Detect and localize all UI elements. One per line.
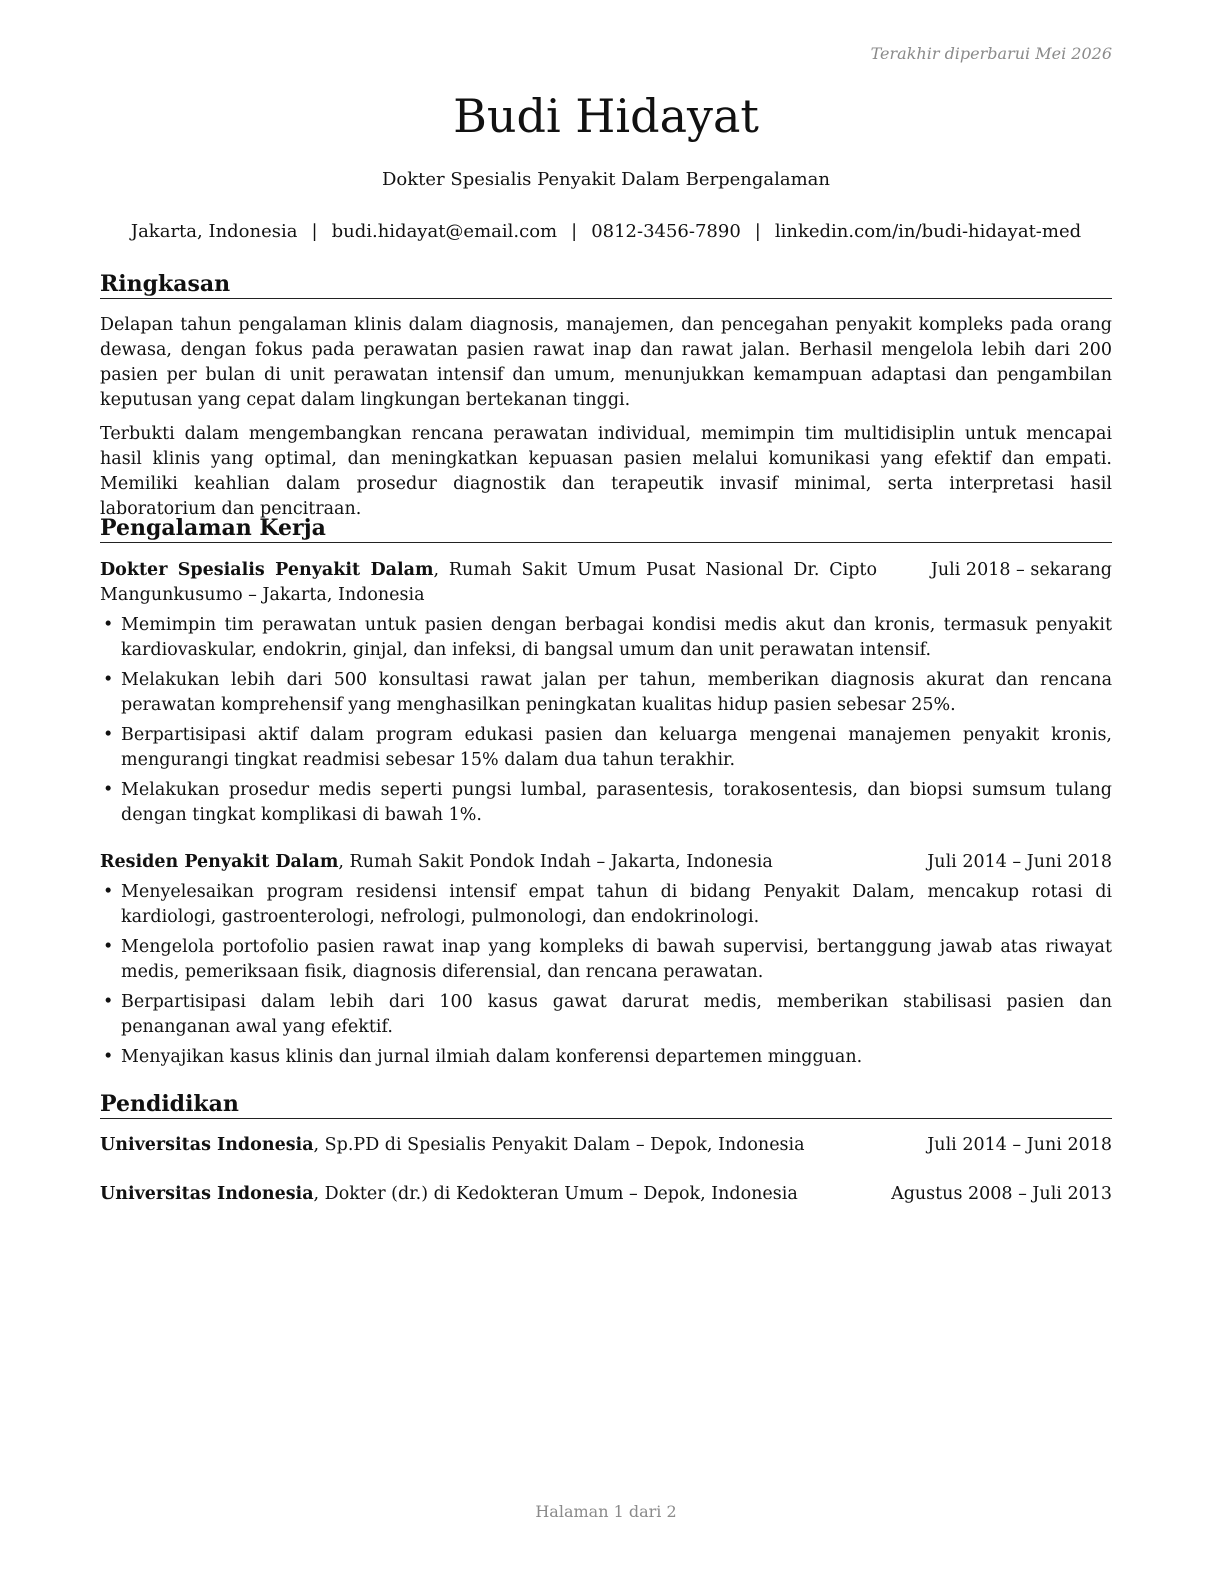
page-number: Halaman 1 dari 2 <box>535 1502 677 1521</box>
bullet-item <box>100 668 1112 718</box>
contact-linkedin[interactable]: linkedin.com/in/budi-hidayat-med <box>774 221 1082 242</box>
contact-phone: 0812-3456-7890 <box>591 221 741 242</box>
education-text <box>100 1184 798 1204</box>
section-title-education: Pendidikan <box>100 1090 1112 1119</box>
bullet-text: Mengelola portofolio pasien rawat inap yang kompleks di bawah supervisi, bertanggung jawab atas riwayat medis, pemeriksaan fisik, diagnosis diferensial, dan rencana perawatan. <box>121 937 1112 982</box>
section-title-summary: Ringkasan <box>100 270 1112 299</box>
job-organization: , Rumah Sakit Umum Pusat Nasional Dr. Cipto Mangunkusumo – Jakarta, Indonesia <box>100 560 877 605</box>
job-bullets <box>100 613 1112 828</box>
summary-paragraph: Delapan tahun pengalaman klinis dalam diagnosis, manajemen, dan pencegahan penyakit kompleks pada orang dewasa, dengan fokus pada perawatan pasien rawat inap dan rawat jalan. Berhasil mengelola lebih dari 200 pasien per bulan di unit perawatan intensif dan umum, menunjukkan kemampuan adaptasi dan pengambilan keputusan yang cepat dalam lingkungan bertekanan tinggi. <box>100 315 1112 410</box>
bullet-item <box>100 990 1112 1040</box>
education-school: Universitas Indonesia <box>100 1135 314 1155</box>
bullet-glyph: • <box>103 882 114 902</box>
education-entry <box>100 1133 1112 1158</box>
education-detail: , Sp.PD di Spesialis Penyakit Dalam – Depok, Indonesia <box>313 1135 805 1155</box>
job-entry <box>100 850 1112 1070</box>
job-organization: , Rumah Sakit Pondok Indah – Jakarta, Indonesia <box>338 852 773 872</box>
bullet-text: Menyajikan kasus klinis dan jurnal ilmiah dalam konferensi departemen mingguan. <box>121 1047 863 1067</box>
bullet-item <box>100 778 1112 828</box>
bullet-glyph: • <box>103 780 114 800</box>
job-role: Residen Penyakit Dalam <box>100 852 339 872</box>
bullet-glyph: • <box>103 725 114 745</box>
job-dates: Juli 2014 – Juni 2018 <box>927 852 1112 872</box>
last-updated: Terakhir diperbarui Mei 2026 <box>870 44 1112 63</box>
bullet-text: Menyelesaikan program residensi intensif empat tahun di bidang Penyakit Dalam, mencakup rotasi di kardiologi, gastroenterologi, nefrologi, pulmonologi, dan endokrinologi. <box>121 882 1112 927</box>
job-header <box>100 850 1112 875</box>
candidate-name: Budi Hidayat <box>453 89 759 143</box>
education-dates: Juli 2014 – Juni 2018 <box>927 1135 1112 1155</box>
education-section <box>100 1090 1112 1207</box>
job-dates: Juli 2018 – sekarang <box>930 560 1112 580</box>
education-school: Universitas Indonesia <box>100 1184 314 1204</box>
summary-paragraph: Terbukti dalam mengembangkan rencana perawatan individual, memimpin tim multidisiplin untuk mencapai hasil klinis yang optimal, dan meningkatkan kepuasan pasien melalui komunikasi yang efektif dan empati. Memiliki keahlian dalam prosedur diagnostik dan terapeutik invasif minimal, serta interpretasi hasil laboratorium dan pencitraan. <box>100 424 1112 519</box>
bullet-item <box>100 613 1112 663</box>
summary-section <box>100 270 1112 522</box>
bullet-text: Melakukan lebih dari 500 konsultasi rawat jalan per tahun, memberikan diagnosis akurat dan rencana perawatan komprehensif yang menghasilkan peningkatan kualitas hidup pasien sebesar 25%. <box>121 670 1112 715</box>
bullet-text: Berpartisipasi aktif dalam program edukasi pasien dan keluarga mengenai manajemen penyakit kronis, mengurangi tingkat readmisi sebesar 15% dalam dua tahun terakhir. <box>121 725 1112 770</box>
contact-separator: | <box>754 221 761 242</box>
bullet-item <box>100 1045 1112 1070</box>
contact-line <box>100 220 1112 244</box>
bullet-text: Melakukan prosedur medis seperti pungsi lumbal, parasentesis, torakosentesis, dan biopsi sumsum tulang dengan tingkat komplikasi di bawah 1%. <box>121 780 1112 825</box>
job-entry <box>100 558 1112 828</box>
headline: Dokter Spesialis Penyakit Dalam Berpengalaman <box>382 169 830 190</box>
bullet-glyph: • <box>103 670 114 690</box>
job-role: Dokter Spesialis Penyakit Dalam <box>100 560 434 580</box>
bullet-text: Berpartisipasi dalam lebih dari 100 kasus gawat darurat medis, memberikan stabilisasi pasien dan penanganan awal yang efektif. <box>121 992 1112 1037</box>
bullet-item <box>100 723 1112 773</box>
bullet-item <box>100 935 1112 985</box>
bullet-glyph: • <box>103 1047 114 1067</box>
contact-email[interactable]: budi.hidayat@email.com <box>331 221 558 242</box>
contact-separator: | <box>571 221 578 242</box>
job-bullets <box>100 880 1112 1070</box>
education-text <box>100 1135 805 1155</box>
contact-location: Jakarta, Indonesia <box>130 221 298 242</box>
education-entry <box>100 1182 1112 1207</box>
bullet-text: Memimpin tim perawatan untuk pasien dengan berbagai kondisi medis akut dan kronis, termasuk penyakit kardiovaskular, endokrin, ginjal, dan infeksi, di bangsal umum dan unit perawatan intensif. <box>121 615 1112 660</box>
bullet-glyph: • <box>103 615 114 635</box>
bullet-item <box>100 880 1112 930</box>
education-detail: , Dokter (dr.) di Kedokteran Umum – Depok, Indonesia <box>313 1184 798 1204</box>
experience-section <box>100 514 1112 828</box>
education-dates: Agustus 2008 – Juli 2013 <box>891 1184 1112 1204</box>
bullet-glyph: • <box>103 937 114 957</box>
bullet-glyph: • <box>103 992 114 1012</box>
section-title-experience: Pengalaman Kerja <box>100 514 1112 543</box>
contact-separator: | <box>311 221 318 242</box>
job-header <box>100 558 1112 608</box>
resume-page <box>100 0 1112 1584</box>
